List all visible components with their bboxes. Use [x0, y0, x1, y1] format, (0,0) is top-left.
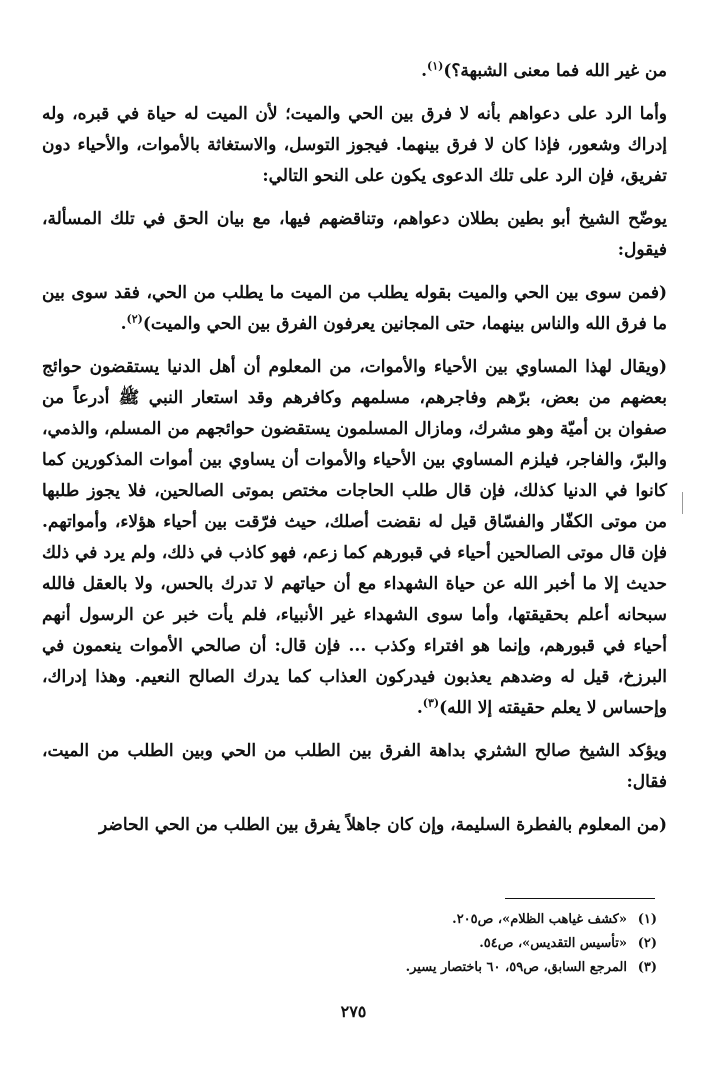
paragraph-2	[42, 99, 667, 192]
footnote-2	[57, 932, 657, 956]
paragraph-7-text: (من المعلوم بالفطرة السليمة، وإن كان جاهلاً يفرق بين الطلب من الحي الحاضر	[99, 815, 667, 835]
paragraph-1-text: من غير الله فما معنى الشبهة؟)	[443, 61, 667, 81]
margin-mark	[682, 492, 683, 514]
footnote-1	[57, 908, 657, 932]
paragraph-3-text: يوضّح الشيخ أبو بطين بطلان دعواهم، وتناقضهم فيها، مع بيان الحق في تلك المسألة، فيقول:	[42, 209, 667, 260]
paragraph-7	[42, 810, 667, 841]
paragraph-5-tail: .	[416, 698, 423, 718]
footnotes	[57, 908, 657, 980]
footnote-divider	[505, 898, 655, 899]
footnote-1-number: (١)	[637, 912, 657, 927]
footnote-ref-1[interactable]: (١)	[427, 59, 444, 73]
paragraph-4-text: (فمن سوى بين الحي والميت بقوله يطلب من الميت ما يطلب من الحي، فقد سوى بين ما فرق الله والناس بينهما، حتى المجانين يعرفون الفرق بين الحي والميت)	[42, 283, 667, 334]
footnote-3	[57, 956, 657, 980]
main-text	[42, 56, 667, 851]
footnote-3-text: المرجع السابق، ص٥٩، ٦٠ باختصار يسير.	[405, 960, 627, 975]
page-number: ٢٧٥	[340, 1002, 367, 1021]
footnote-1-text: «كشف غياهب الظلام»، ص٢٠٥.	[452, 912, 627, 927]
paragraph-4	[42, 278, 667, 340]
paragraph-3	[42, 204, 667, 266]
paragraph-4-tail: .	[120, 314, 127, 334]
footnote-2-number: (٢)	[637, 936, 657, 951]
footnote-3-number: (٣)	[637, 960, 657, 975]
paragraph-6-text: ويؤكد الشيخ صالح الشثري بداهة الفرق بين الطلب من الحي وبين الطلب من الميت، فقال:	[42, 741, 667, 792]
footnote-ref-2[interactable]: (٢)	[126, 312, 143, 326]
footnote-ref-3[interactable]: (٣)	[422, 696, 440, 710]
paragraph-6	[42, 736, 667, 798]
paragraph-5-text: (ويقال لهذا المساوي بين الأحياء والأموات، من المعلوم أن أهل الدنيا يستقضون حوائج بعضهم من بعض، برّهم وفاجرهم، مسلمهم وكافرهم وقد استعار النبي ﷺ أدرعاً من صفوان بن أميّة وهو مشرك، ومازال المسلمون يستقضون حوائجهم من المسلم، والذمي، والبرّ، والفاجر، فيلزم المساوي بين الأحياء والأموات أن يساوي بين أموات المذكورين كما كانوا في الدنيا كذلك، فإن قال طلب الحاجات مختص بموتى الصالحين، فلا يجوز طلبها من موتى الكفّار والفسّاق قيل له نقضت أصلك، حيث فرّقت بين أحياء هؤلاء، وأمواتهم. فإن قال موتى الصالحين أحياء في قبورهم كما زعم، فهو كاذب في ذلك، ولم يرد في ذلك حديث إلا ما أخبر الله عن حياة الشهداء مع أن حياتهم لا تدرك بالحس، ولا بالعقل فالله سبحانه أعلم بحقيقتها، وأما سوى الشهداء غير الأنبياء، فلم يأت خبر عن الرسول أنهم أحياء في قبورهم، وإنما هو افتراء وكذب ... فإن قال: أن صالحي الأموات ينعمون في البرزخ، قيل له وضدهم يعذبون فيدركون العذاب كما يدرك الصالح النعيم. وهذا إدراك، وإحساس لا يعلم حقيقته إلا الله)	[42, 357, 667, 718]
paragraph-1	[42, 56, 667, 87]
paragraph-1-tail: .	[421, 61, 427, 81]
paragraph-5	[42, 352, 667, 724]
footnote-2-text: «تأسيس التقديس»، ص٥٤.	[479, 936, 627, 951]
paragraph-2-text: وأما الرد على دعواهم بأنه لا فرق بين الحي والميت؛ لأن الميت له حياة في قبره، وله إدراك وشعور، فإذا كان لا فرق بينهما. فيجوز التوسل، والاستغاثة بالأموات، والأحياء دون تفريق، فإن الرد على تلك الدعوى يكون على النحو التالي:	[42, 104, 667, 186]
